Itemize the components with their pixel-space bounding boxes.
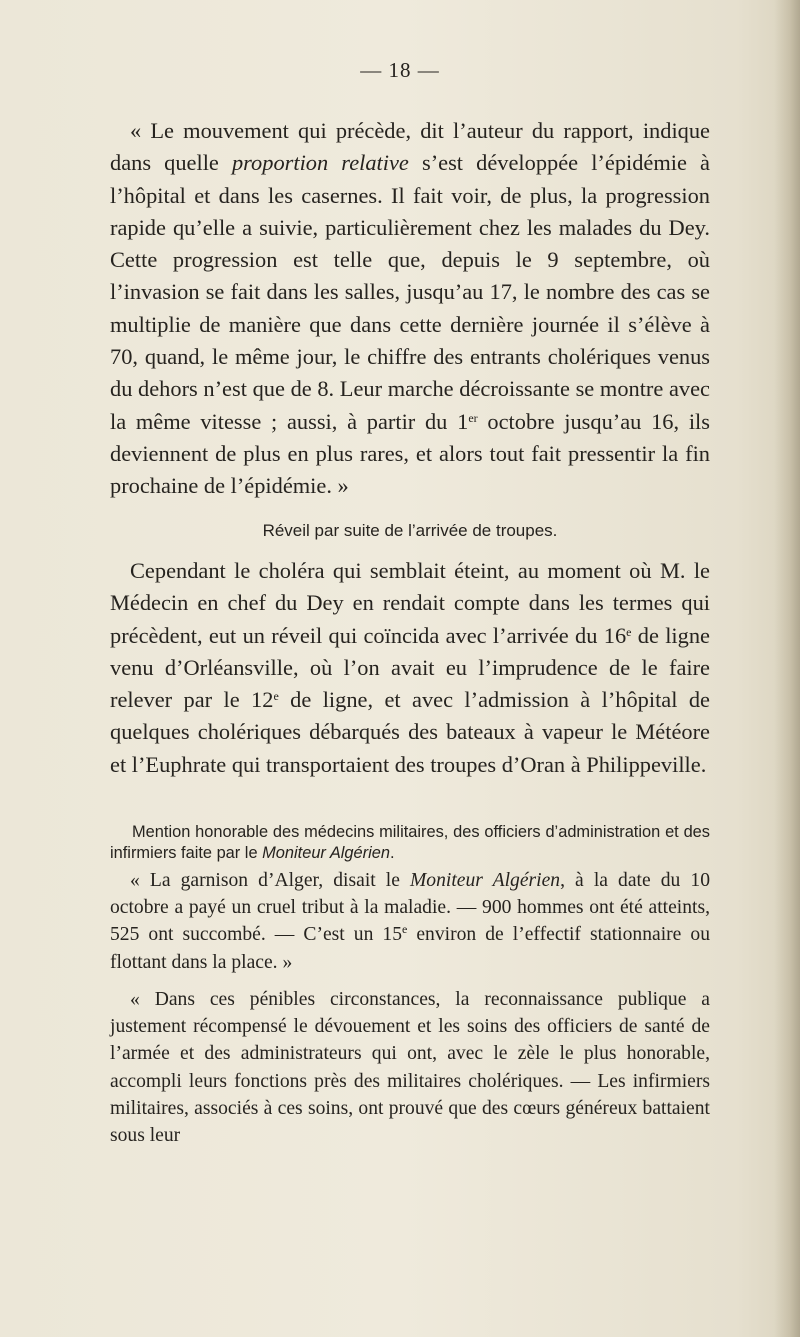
- italic-phrase: Moniteur Algérien: [262, 843, 390, 862]
- superscript: e: [626, 624, 632, 639]
- paragraph-garnison-alger: [110, 867, 710, 976]
- text-run: environ de l’effectif stationnaire ou flottant dans la place. »: [110, 924, 710, 973]
- text-run: .: [389, 843, 395, 862]
- side-note-mention-honorable: [110, 822, 710, 863]
- italic-phrase: Moniteur Algérien: [409, 870, 561, 891]
- text-run: s’est développée l’épidémie à l’hôpital et dans les casernes. Il fait voir, de plus, la progression rapide qu’elle a suivie, particulièrement chez les malades du Dey. Cette progression est telle que, depuis le 9 septembre, où l’invasion se fait dans les salles, jusqu’au 17, le nombre des cas se multiplie de manière que dans cette dernière journée il s’élève à 70, quand, le même jour, le chiffre des entrants cholériques venus du dehors n’est que de 8. Leur marche décroissante se montre avec la même vitesse ; aussi, à partir du 1: [110, 150, 710, 434]
- page-edge-shadow: [774, 0, 800, 1337]
- text-run: « La garnison d’Alger, disait le: [130, 870, 410, 891]
- superscript: e: [273, 689, 279, 704]
- superscript: er: [468, 410, 478, 425]
- text-run: Mention honorable des médecins militaires, des officiers d’administration et des infirmiers faite par le: [110, 823, 710, 862]
- paragraph-text: « Dans ces pénibles circonstances, la reconnaissance publique a justement récompensé le dévouement et les soins des officiers de santé de l’armée et des administrateurs qui ont, avec le zèle le plus honorable, accompli leurs fonctions près des militaires cholériques. — Les infirmiers militaires, associés à ces soins, ont prouvé que des cœurs généreux battaient sous leur: [110, 989, 710, 1147]
- side-note-block: [110, 822, 710, 863]
- paragraph-reconnaissance: [110, 986, 710, 1149]
- text-run: Cependant le choléra qui semblait éteint, au moment où M. le Médecin en chef du Dey en rendait compte dans les termes qui précèdent, eut un réveil qui coïncida avec l’arrivée du 16: [110, 558, 710, 648]
- text-run: , à la date du 10 octobre a payé un cruel tribut à la maladie. — 900 hommes ont été atteints, 525 ont succombé. — C’est un 15: [110, 870, 710, 946]
- text-run: « Le mouvement qui précède, dit l’auteur du rapport, indique dans quelle: [110, 118, 710, 176]
- section-heading-reveil: Réveil par suite de l’arrivée de troupes.: [262, 521, 558, 540]
- margin-heading-block: [110, 520, 710, 542]
- superscript: e: [402, 922, 408, 937]
- paragraph-rapport-quote: [110, 115, 710, 503]
- italic-phrase: proportion relative: [231, 150, 409, 176]
- text-run: de ligne, et avec l’admission à l’hôpital de quelques cholériques débarqués des bateaux à vapeur le Météore et l’Euphrate qui transportaient des troupes d’Oran à Philippeville.: [110, 687, 710, 777]
- paragraph-text: [110, 555, 710, 781]
- paragraph-text: [110, 115, 710, 503]
- text-run: de ligne venu d’Orléansville, où l’on avait eu l’imprudence de le faire relever par le 12: [110, 622, 710, 713]
- paragraph-cholera-revival: [110, 555, 710, 781]
- text-run: octobre jusqu’au 16, ils deviennent de plus en plus rares, et alors tout fait pressentir la fin prochaine de l’épidémie. »: [110, 408, 710, 499]
- paragraph-text: [110, 867, 710, 976]
- page-number: — 18 —: [360, 58, 440, 82]
